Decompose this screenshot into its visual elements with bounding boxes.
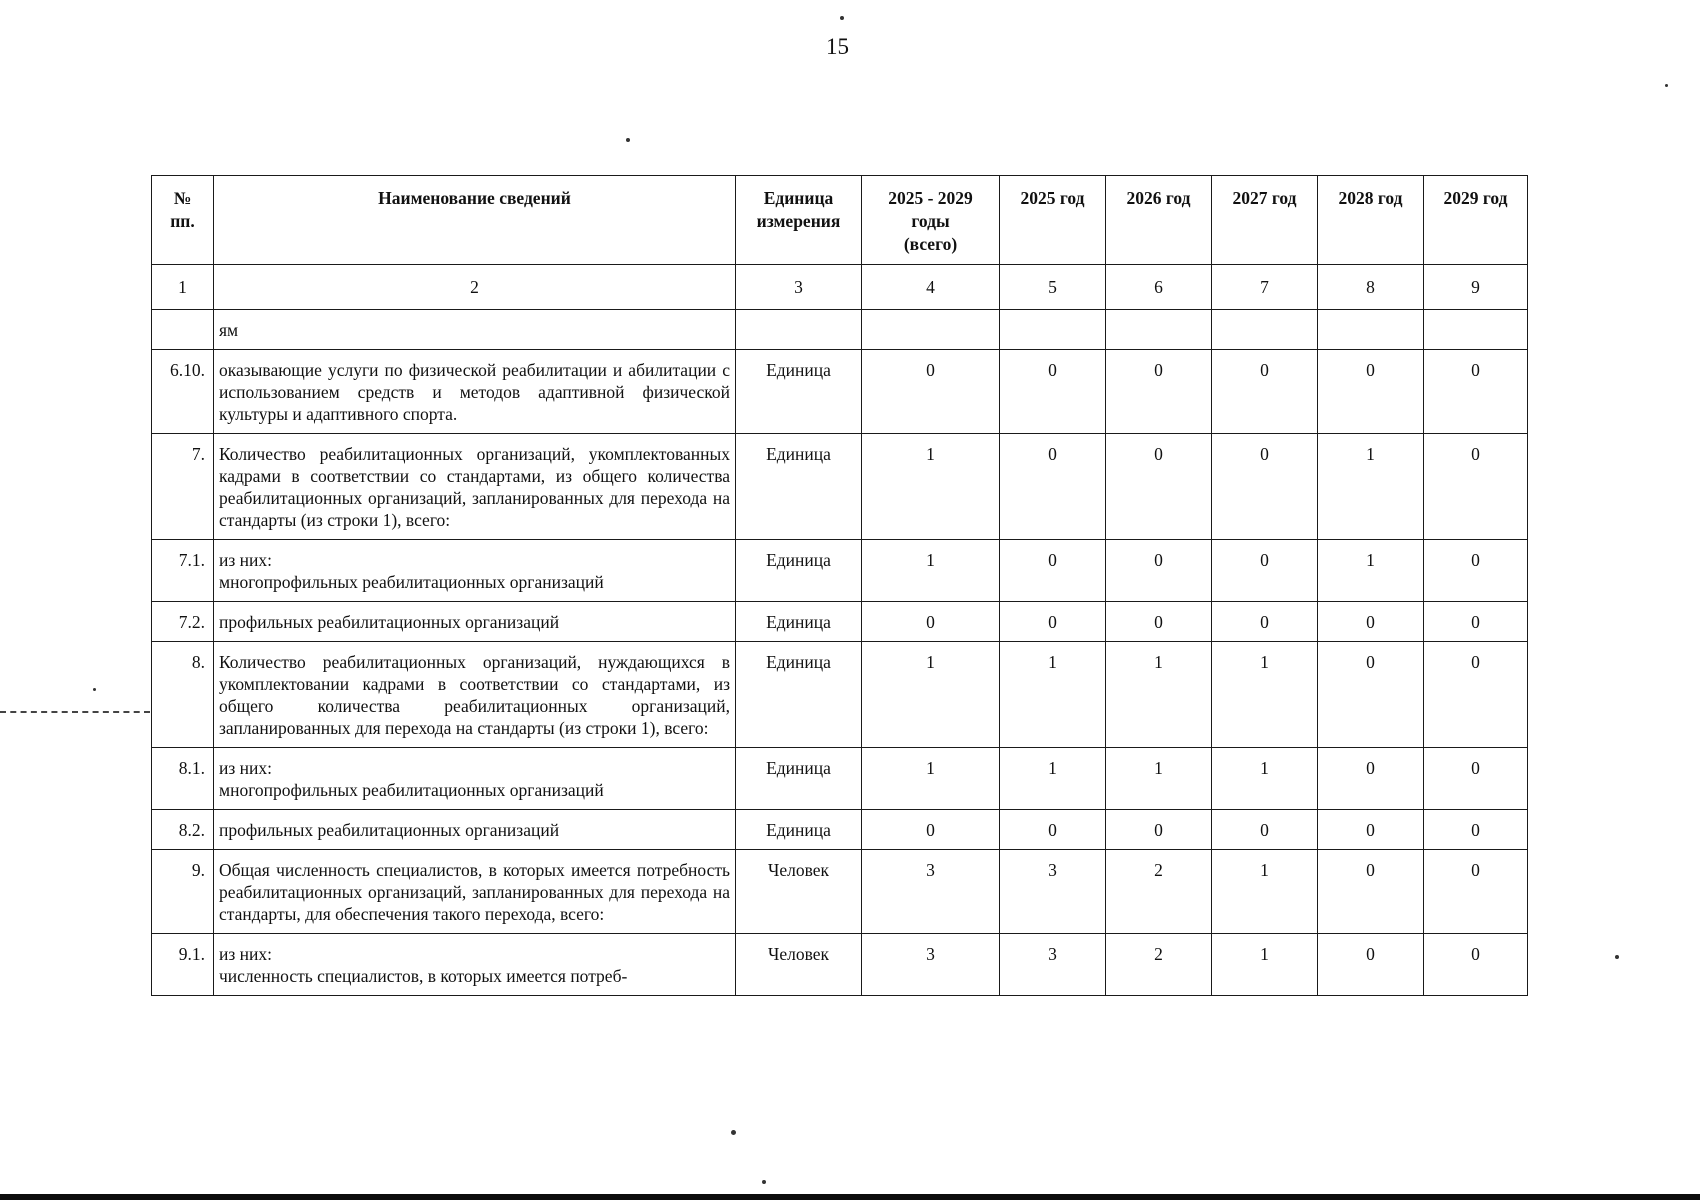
column-header: № пп. bbox=[152, 176, 214, 265]
row-value-cell: 0 bbox=[1106, 540, 1212, 602]
column-header: Наименование сведений bbox=[214, 176, 736, 265]
column-index-cell: 3 bbox=[736, 265, 862, 310]
column-index-cell: 6 bbox=[1106, 265, 1212, 310]
scan-bottom-edge bbox=[0, 1194, 1700, 1200]
column-index-cell: 9 bbox=[1424, 265, 1528, 310]
row-name-line: численность специалистов, в которых имеется потреб- bbox=[219, 966, 628, 986]
row-value-cell: 0 bbox=[1106, 810, 1212, 850]
row-value-cell: 0 bbox=[1000, 350, 1106, 434]
row-value-cell: 0 bbox=[1318, 810, 1424, 850]
table-row bbox=[152, 350, 1528, 434]
row-value-cell bbox=[1424, 310, 1528, 350]
column-index-cell: 7 bbox=[1212, 265, 1318, 310]
row-name-cell bbox=[214, 642, 736, 748]
scan-speck bbox=[1615, 955, 1619, 959]
column-index-cell: 8 bbox=[1318, 265, 1424, 310]
column-header: Единица измерения bbox=[736, 176, 862, 265]
column-index-cell: 2 bbox=[214, 265, 736, 310]
row-value-cell: 0 bbox=[1318, 642, 1424, 748]
row-unit-cell: Единица bbox=[736, 540, 862, 602]
row-value-cell: 2 bbox=[1106, 934, 1212, 996]
row-value-cell: 0 bbox=[1212, 434, 1318, 540]
column-header: 2027 год bbox=[1212, 176, 1318, 265]
row-value-cell: 0 bbox=[1424, 748, 1528, 810]
row-value-cell: 1 bbox=[862, 434, 1000, 540]
row-value-cell: 0 bbox=[862, 810, 1000, 850]
header-row bbox=[152, 176, 1528, 265]
row-name-line: многопрофильных реабилитационных организаций bbox=[219, 780, 604, 800]
row-value-cell: 1 bbox=[862, 540, 1000, 602]
row-name-line: профильных реабилитационных организаций bbox=[219, 820, 560, 840]
row-number-cell: 8. bbox=[152, 642, 214, 748]
table-row bbox=[152, 602, 1528, 642]
row-name-cell bbox=[214, 748, 736, 810]
scan-speck bbox=[840, 16, 844, 20]
column-header: 2025 - 2029 годы (всего) bbox=[862, 176, 1000, 265]
row-name-line: ям bbox=[219, 320, 239, 340]
table-body bbox=[152, 310, 1528, 996]
statistics-table bbox=[151, 175, 1528, 996]
row-value-cell: 1 bbox=[1106, 642, 1212, 748]
row-value-cell: 1 bbox=[1212, 748, 1318, 810]
row-unit-cell: Единица bbox=[736, 810, 862, 850]
row-name-cell bbox=[214, 540, 736, 602]
table-row bbox=[152, 642, 1528, 748]
scan-speck bbox=[731, 1130, 736, 1135]
row-number-cell: 9. bbox=[152, 850, 214, 934]
row-name-cell bbox=[214, 434, 736, 540]
row-number-cell: 9.1. bbox=[152, 934, 214, 996]
row-value-cell: 0 bbox=[1000, 540, 1106, 602]
column-header: 2025 год bbox=[1000, 176, 1106, 265]
row-value-cell: 3 bbox=[862, 850, 1000, 934]
row-value-cell: 0 bbox=[1318, 850, 1424, 934]
row-value-cell: 0 bbox=[1424, 350, 1528, 434]
row-value-cell: 1 bbox=[1318, 540, 1424, 602]
row-value-cell: 3 bbox=[1000, 934, 1106, 996]
row-value-cell bbox=[1212, 310, 1318, 350]
column-index-cell: 4 bbox=[862, 265, 1000, 310]
row-value-cell: 1 bbox=[1212, 642, 1318, 748]
row-unit-cell: Единица bbox=[736, 602, 862, 642]
row-name-line: из них: bbox=[219, 550, 272, 570]
row-name-cell bbox=[214, 310, 736, 350]
row-number-cell: 7. bbox=[152, 434, 214, 540]
row-value-cell: 0 bbox=[1000, 810, 1106, 850]
row-value-cell: 0 bbox=[1212, 602, 1318, 642]
scan-speck bbox=[1665, 84, 1668, 87]
table-row bbox=[152, 810, 1528, 850]
scan-speck bbox=[762, 1180, 766, 1184]
row-name-line: профильных реабилитационных организаций bbox=[219, 612, 560, 632]
row-value-cell bbox=[1000, 310, 1106, 350]
row-value-cell: 1 bbox=[1106, 748, 1212, 810]
row-number-cell: 8.1. bbox=[152, 748, 214, 810]
row-value-cell bbox=[1106, 310, 1212, 350]
row-value-cell: 1 bbox=[1318, 434, 1424, 540]
row-number-cell: 6.10. bbox=[152, 350, 214, 434]
row-value-cell: 0 bbox=[1106, 350, 1212, 434]
row-name-line: из них: bbox=[219, 944, 272, 964]
scan-speck bbox=[626, 138, 630, 142]
row-value-cell: 3 bbox=[862, 934, 1000, 996]
row-number-cell: 7.2. bbox=[152, 602, 214, 642]
row-value-cell bbox=[1318, 310, 1424, 350]
row-number-cell: 7.1. bbox=[152, 540, 214, 602]
row-unit-cell: Единица bbox=[736, 434, 862, 540]
row-value-cell: 0 bbox=[1000, 602, 1106, 642]
row-unit-cell: Человек bbox=[736, 850, 862, 934]
row-value-cell: 0 bbox=[1106, 434, 1212, 540]
row-number-cell bbox=[152, 310, 214, 350]
row-value-cell: 0 bbox=[1424, 934, 1528, 996]
row-value-cell: 0 bbox=[1318, 350, 1424, 434]
row-value-cell: 0 bbox=[1318, 602, 1424, 642]
row-value-cell: 0 bbox=[1212, 540, 1318, 602]
column-header: 2026 год bbox=[1106, 176, 1212, 265]
row-value-cell: 1 bbox=[1212, 850, 1318, 934]
row-name-cell bbox=[214, 350, 736, 434]
row-name-line: Количество реабилитационных организаций, укомплектованных кадрами в соответствии со стандартами, из общего количества реабилитационных организаций, запланированных для перехода на стандарты (из строки 1), всего: bbox=[219, 444, 730, 530]
row-name-line: многопрофильных реабилитационных организаций bbox=[219, 572, 604, 592]
row-value-cell: 0 bbox=[1424, 810, 1528, 850]
row-value-cell: 0 bbox=[1424, 602, 1528, 642]
page-number: 15 bbox=[826, 34, 849, 59]
row-unit-cell: Единица bbox=[736, 350, 862, 434]
column-index-cell: 1 bbox=[152, 265, 214, 310]
table-row bbox=[152, 310, 1528, 350]
row-name-line: оказывающие услуги по физической реабилитации и абилитации с использованием средств и методов адаптивной физической культуры и адаптивного спорта. bbox=[219, 360, 730, 424]
table-row bbox=[152, 434, 1528, 540]
row-name-line: из них: bbox=[219, 758, 272, 778]
row-unit-cell: Единица bbox=[736, 748, 862, 810]
row-name-line: Общая численность специалистов, в которых имеется потребность реабилитационных организаций, запланированных для перехода на стандарты, для обеспечения такого перехода, всего: bbox=[219, 860, 730, 924]
table-row bbox=[152, 540, 1528, 602]
row-value-cell: 0 bbox=[1212, 810, 1318, 850]
row-value-cell: 0 bbox=[1424, 434, 1528, 540]
row-name-line: Количество реабилитационных организаций, нуждающихся в укомплектовании кадрами в соответствии со стандартами, из общего количества реабилитационных организаций, запланированных для перехода на стандарты (из строки 1), всего: bbox=[219, 652, 730, 738]
row-value-cell: 0 bbox=[862, 602, 1000, 642]
row-name-cell bbox=[214, 810, 736, 850]
row-unit-cell bbox=[736, 310, 862, 350]
table-row bbox=[152, 934, 1528, 996]
row-value-cell: 0 bbox=[1212, 350, 1318, 434]
row-name-cell bbox=[214, 602, 736, 642]
row-name-cell bbox=[214, 850, 736, 934]
row-value-cell: 1 bbox=[1000, 642, 1106, 748]
row-value-cell: 1 bbox=[1212, 934, 1318, 996]
table-header bbox=[152, 176, 1528, 310]
row-unit-cell: Человек bbox=[736, 934, 862, 996]
row-unit-cell: Единица bbox=[736, 642, 862, 748]
row-value-cell: 0 bbox=[1424, 642, 1528, 748]
row-value-cell: 0 bbox=[1424, 540, 1528, 602]
row-value-cell: 0 bbox=[1106, 602, 1212, 642]
row-value-cell: 0 bbox=[1318, 748, 1424, 810]
row-value-cell bbox=[862, 310, 1000, 350]
table-row bbox=[152, 748, 1528, 810]
row-value-cell: 2 bbox=[1106, 850, 1212, 934]
row-value-cell: 1 bbox=[862, 642, 1000, 748]
column-index-cell: 5 bbox=[1000, 265, 1106, 310]
scan-artifact-line bbox=[0, 711, 150, 713]
column-header: 2029 год bbox=[1424, 176, 1528, 265]
row-name-cell bbox=[214, 934, 736, 996]
column-header: 2028 год bbox=[1318, 176, 1424, 265]
row-value-cell: 0 bbox=[1000, 434, 1106, 540]
row-value-cell: 0 bbox=[1318, 934, 1424, 996]
column-index-row bbox=[152, 265, 1528, 310]
row-value-cell: 1 bbox=[1000, 748, 1106, 810]
row-value-cell: 1 bbox=[862, 748, 1000, 810]
row-value-cell: 0 bbox=[862, 350, 1000, 434]
scan-speck bbox=[93, 688, 96, 691]
table-row bbox=[152, 850, 1528, 934]
row-value-cell: 0 bbox=[1424, 850, 1528, 934]
row-number-cell: 8.2. bbox=[152, 810, 214, 850]
row-value-cell: 3 bbox=[1000, 850, 1106, 934]
